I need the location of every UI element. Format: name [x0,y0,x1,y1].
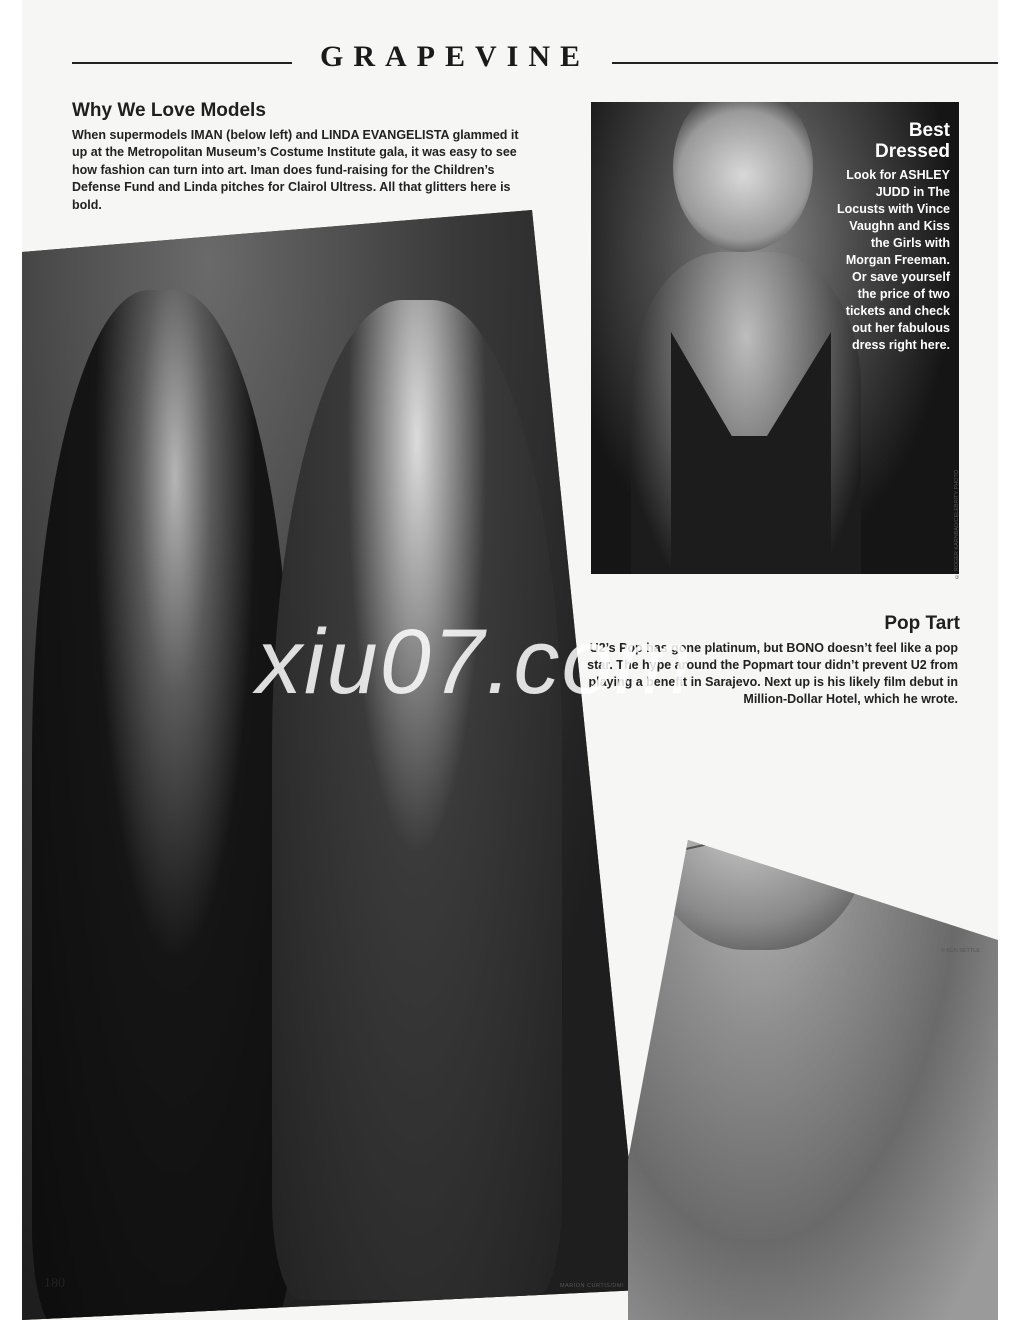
iman-figure [32,290,292,1320]
linda-figure [272,300,562,1300]
best-dressed-body: Look for ASHLEY JUDD in The Locusts with Vince Vaughn and Kiss the Girls with Morgan Freeman. Or save yourself the price of two tickets and check out her fabulous dress right here. [837,168,950,352]
models-photo-credit: MARION CURTIS/DMI [560,1283,625,1289]
watermark: xiu07.com [256,611,694,713]
models-body: When supermodels IMAN (below left) and LINDA EVANGELISTA glammed it up at the Metropolitan Museum’s Costume Institute gala, it was easy to see how fashion can turn into art. Iman does fund-raising for the Children’s Defense Fund and Linda pitches for Clairol Ultress. All that glitters here is bold. [72,128,519,212]
bono-photo-credit: © KEN SETTLE [940,948,980,954]
pop-tart-body: U2’s Pop has gone platinum, but BONO doesn’t feel like a pop star. The hype around the Popmart tour didn’t prevent U2 from playing a benefit in Sarajevo. Next up is his likely film debut in Million-Dollar Hotel, which he wrote. [587,641,958,706]
judd-photo-credit: © ROGER KARNBAD/CELEBRITY PHOTO [954,470,960,579]
best-dressed-heading [875,120,950,162]
best-dressed-heading-line2: Dressed [875,141,950,162]
page-number: 180 [44,1276,65,1291]
best-dressed-heading-line1: Best [908,120,950,141]
pop-tart-heading: Pop Tart [884,613,960,634]
models-heading: Why We Love Models [72,100,266,121]
masthead-rule-right [612,62,998,64]
masthead-rule-left [72,62,292,64]
masthead-title: GRAPEVINE [319,40,590,73]
judd-head [673,102,813,252]
